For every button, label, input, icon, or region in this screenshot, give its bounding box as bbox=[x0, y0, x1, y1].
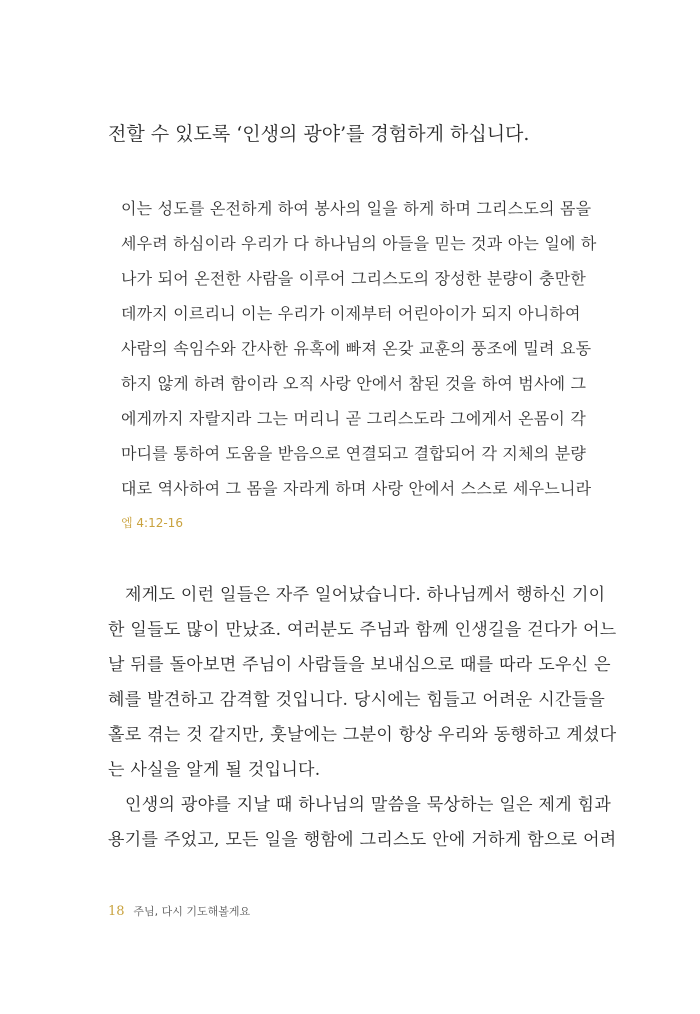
quote-line: 하지 않게 하려 함이라 오직 사랑 안에서 참된 것을 하여 범사에 그 bbox=[121, 374, 587, 393]
body-line: 제게도 이런 일들은 자주 일어났습니다. 하나님께서 행하신 기이 bbox=[125, 585, 606, 605]
quote-line: 나가 되어 온전한 사람을 이루어 그리스도의 장성한 분량이 충만한 bbox=[121, 269, 587, 288]
running-title: 주님, 다시 기도해볼게요 bbox=[133, 905, 251, 918]
body-line: 홀로 겪는 것 같지만, 훗날에는 그분이 항상 우리와 동행하고 계셨다 bbox=[108, 725, 617, 745]
body-line: 는 사실을 알게 될 것입니다. bbox=[108, 760, 321, 780]
quote-line: 마디를 통하여 도움을 받음으로 연결되고 결합되어 각 지체의 분량 bbox=[121, 444, 587, 463]
body-line: 혜를 발견하고 감격할 것입니다. 당시에는 힘들고 어려운 시간들을 bbox=[108, 690, 606, 710]
quote-line: 사람의 속임수와 간사한 유혹에 빠져 온갖 교훈의 풍조에 밀려 요동 bbox=[121, 339, 592, 358]
body-paragraphs bbox=[108, 578, 617, 858]
scripture-quote bbox=[121, 191, 597, 532]
quote-line: 세우려 하심이라 우리가 다 하나님의 아들을 믿는 것과 아는 일에 하 bbox=[121, 234, 597, 253]
page-number: 18 bbox=[108, 904, 125, 919]
body-line: 한 일들도 많이 만났죠. 여러분도 주님과 함께 인생길을 걷다가 어느 bbox=[108, 620, 617, 640]
quote-line: 데까지 이르리니 이는 우리가 이제부터 어린아이가 되지 아니하여 bbox=[121, 304, 581, 323]
scripture-reference: 엡 4:12-16 bbox=[121, 516, 183, 530]
body-line: 용기를 주었고, 모든 일을 행함에 그리스도 안에 거하게 함으로 어려 bbox=[108, 830, 617, 850]
page-footer bbox=[108, 903, 250, 920]
intro-line: 전할 수 있도록 ‘인생의 광야’를 경험하게 하십니다. bbox=[108, 123, 530, 145]
quote-line: 에게까지 자랄지라 그는 머리니 곧 그리스도라 그에게서 온몸이 각 bbox=[121, 409, 587, 428]
quote-line: 대로 역사하여 그 몸을 자라게 하며 사랑 안에서 스스로 세우느니라 bbox=[121, 479, 592, 498]
body-line: 날 뒤를 돌아보면 주님이 사람들을 보내심으로 때를 따라 도우신 은 bbox=[108, 655, 611, 675]
body-line: 인생의 광야를 지날 때 하나님의 말씀을 묵상하는 일은 제게 힘과 bbox=[125, 795, 612, 815]
quote-line: 이는 성도를 온전하게 하여 봉사의 일을 하게 하며 그리스도의 몸을 bbox=[121, 199, 592, 218]
